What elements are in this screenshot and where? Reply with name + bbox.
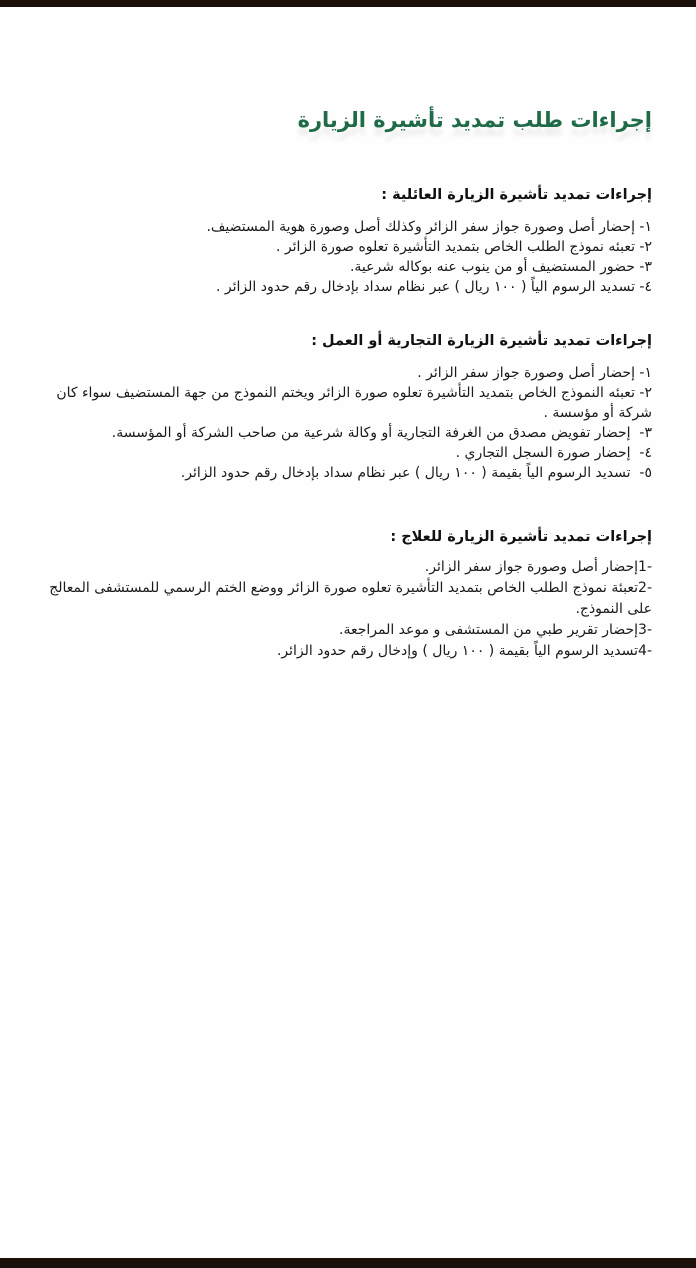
top-black-bar bbox=[0, 0, 696, 7]
business-work-visit-steps bbox=[30, 363, 652, 483]
list-item: ٢- تعبئه نموذج الطلب الخاص بتمديد التأشيرة تعلوه صورة الزائر . bbox=[276, 239, 652, 255]
list-item: -4تسديد الرسوم الياً بقيمة ( ١٠٠ ريال ) وإدخال رقم حدود الزائر. bbox=[276, 643, 652, 659]
section-heading-family-visit: إجراءات تمديد تأشيرة الزيارة العائلية : bbox=[381, 187, 652, 203]
list-item: -1إحضار أصل وصورة جواز سفر الزائر. bbox=[424, 559, 652, 575]
list-item: ١- إحضار أصل وصورة جواز سفر الزائر وكذلك أصل وصورة هوية المستضيف. bbox=[206, 219, 652, 235]
list-item: ٣- حضور المستضيف أو من ينوب عنه بوكاله شرعية. bbox=[349, 259, 652, 275]
list-item: ١- إحضار أصل وصورة جواز سفر الزائر . bbox=[417, 365, 652, 381]
section-business-work-visit bbox=[30, 331, 652, 483]
section-heading-medical-treatment-visit: إجراءات تمديد تأشيرة الزيارة للعلاج : bbox=[390, 529, 652, 545]
document-page bbox=[0, 105, 696, 662]
list-item: -2تعبئة نموذج الطلب الخاص بتمديد التأشيرة تعلوه صورة الزائر ووضع الختم الرسمي للمستشفى المعالج على النموذج. bbox=[44, 580, 652, 617]
page-title: إجراءات طلب تمديد تأشيرة الزيارة bbox=[297, 108, 652, 132]
family-visit-steps bbox=[30, 217, 652, 297]
medical-treatment-visit-steps bbox=[30, 557, 652, 662]
list-item: ٥- تسديد الرسوم الياً بقيمة ( ١٠٠ ريال ) عبر نظام سداد بإدخال رقم حدود الزائر. bbox=[180, 465, 652, 481]
list-item: ٢- تعبئه النموذج الخاص بتمديد التأشيرة تعلوه صورة الزائر ويختم النموذج من جهة المستضيف سواء كان شركة أو مؤسسة . bbox=[51, 385, 652, 421]
list-item: ٤- إحضار صورة السجل التجاري . bbox=[455, 445, 652, 461]
section-heading-business-work-visit: إجراءات تمديد تأشيرة الزيارة التجارية أو العمل : bbox=[311, 333, 652, 349]
list-item: ٤- تسديد الرسوم الياً ( ١٠٠ ريال ) عبر نظام سداد بإدخال رقم حدود الزائر . bbox=[216, 279, 652, 295]
list-item: -3إحضار تقرير طبي من المستشفى و موعد المراجعة. bbox=[339, 622, 652, 638]
list-item: ٣- إحضار تفويض مصدق من الغرفة التجارية أو وكالة شرعية من صاحب الشركة أو المؤسسة. bbox=[111, 425, 652, 441]
section-medical-treatment-visit bbox=[30, 527, 652, 662]
bottom-black-bar bbox=[0, 1258, 696, 1268]
section-family-visit bbox=[30, 185, 652, 297]
